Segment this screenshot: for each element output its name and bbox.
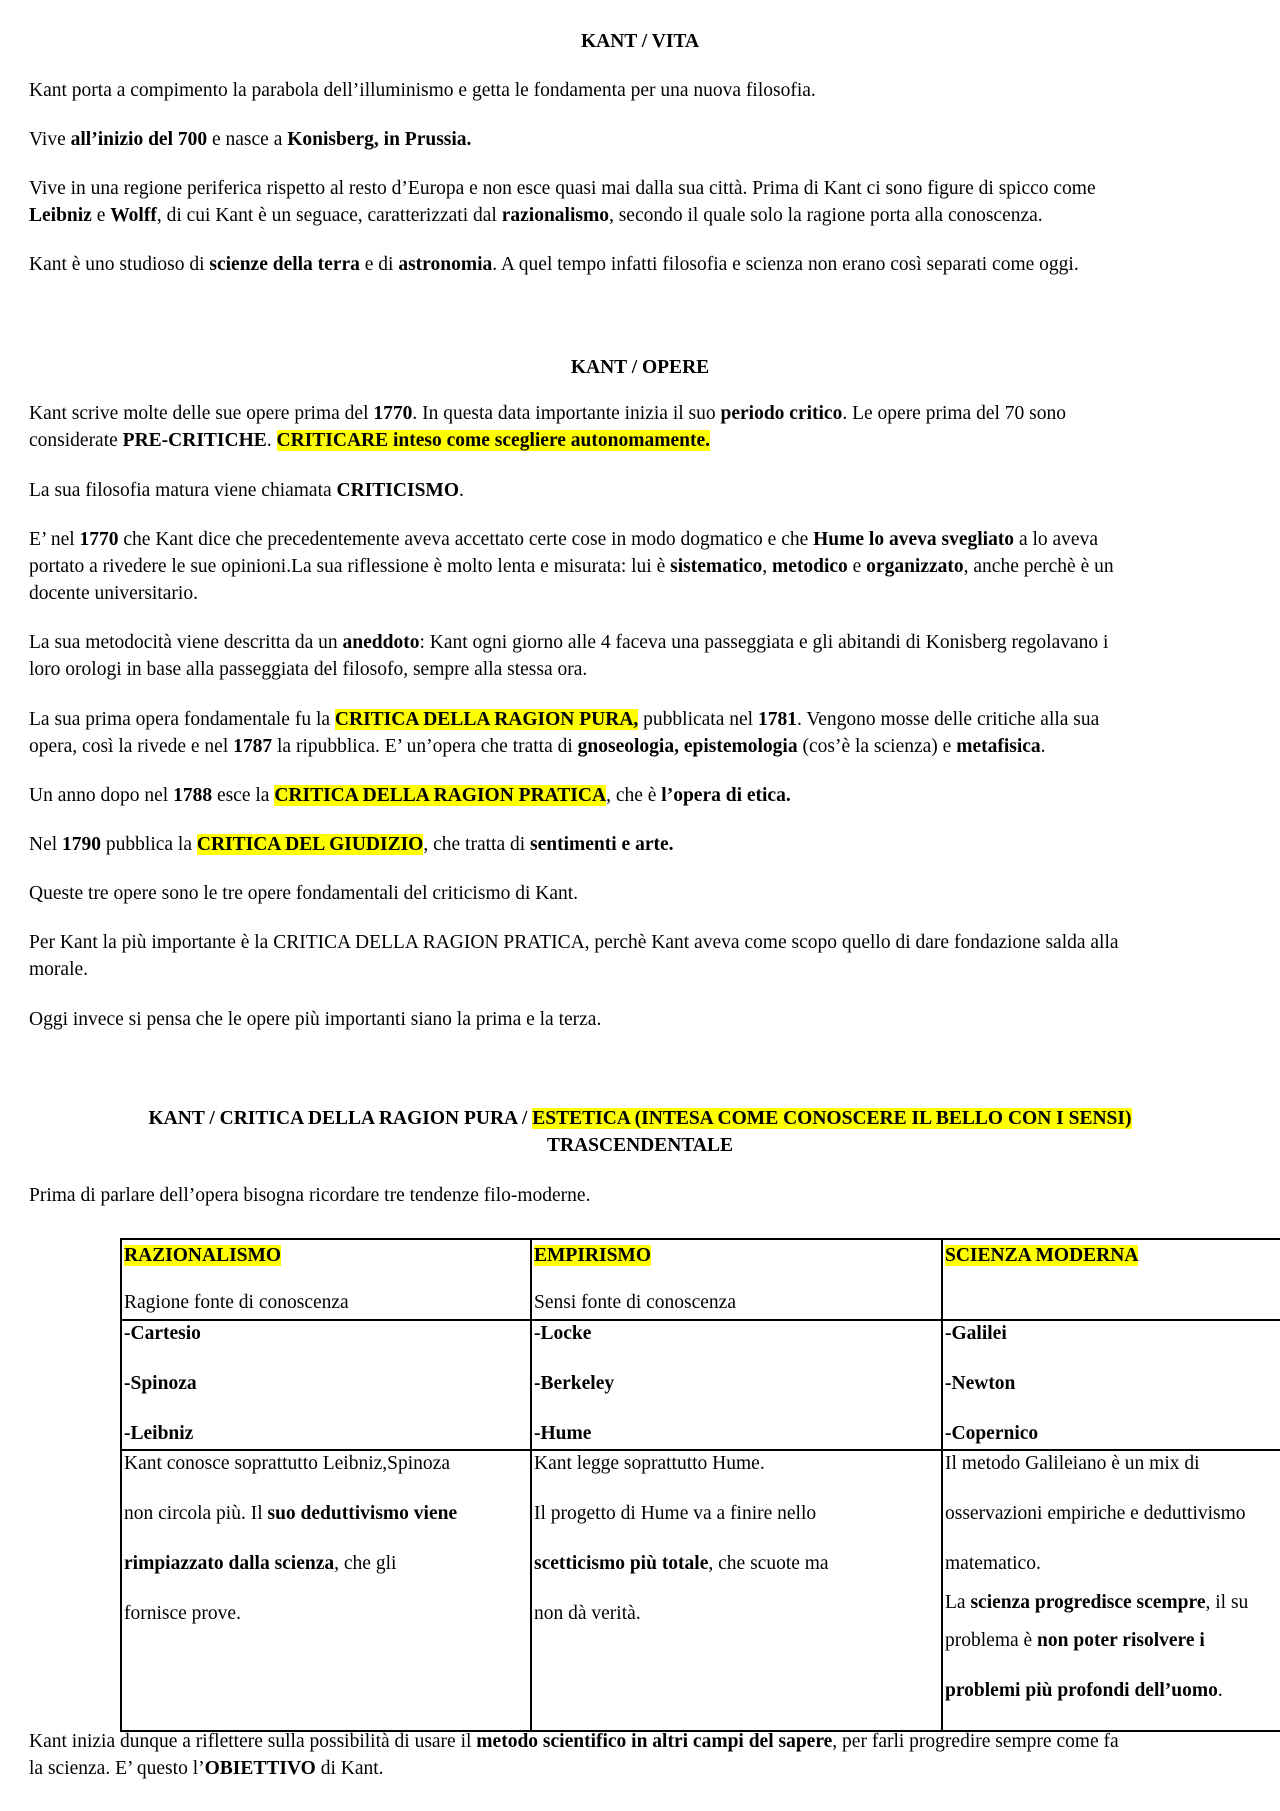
note-line: osservazioni empiriche e deduttivismo xyxy=(945,1503,1246,1524)
highlight-estetica: ESTETICA (INTESA COME CONOSCERE IL BELLO CON I SENSI) xyxy=(532,1108,1132,1129)
table-row-divider xyxy=(120,1319,1280,1321)
philosopher-name: -Leibniz xyxy=(124,1423,194,1444)
note-line: non dà verità. xyxy=(534,1603,641,1624)
note-line: Kant legge soprattutto Hume. xyxy=(534,1453,765,1474)
opere-paragraph-9-line-2: morale. xyxy=(29,959,89,980)
note-line: non circola più. Il suo deduttivismo viene xyxy=(124,1503,458,1524)
philosopher-name: -Locke xyxy=(534,1323,592,1344)
opere-paragraph-2: La sua filosofia matura viene chiamata CRITICISMO. xyxy=(29,480,464,501)
highlight-ragion-pura: CRITICA DELLA RAGION PURA, xyxy=(334,709,639,730)
table-cell-header-scienza xyxy=(945,1242,1138,1289)
vita-paragraph-2: Vive all’inizio del 700 e nasce a Konisberg, in Prussia. xyxy=(29,129,472,150)
column-header: SCIENZA MODERNA xyxy=(945,1245,1139,1266)
outro-line-2: la scienza. E’ questo l’OBIETTIVO di Kant. xyxy=(29,1758,384,1779)
opere-paragraph-4-line-2: loro orologi in base alla passeggiata del filosofo, sempre alla stessa ora. xyxy=(29,659,588,680)
opere-paragraph-3-line-3: docente universitario. xyxy=(29,583,198,604)
philosopher-name: -Berkeley xyxy=(534,1373,615,1394)
opere-paragraph-8: Queste tre opere sono le tre opere fondamentali del criticismo di Kant. xyxy=(29,883,579,904)
philosopher-name: -Spinoza xyxy=(124,1373,197,1394)
heading-vita: KANT / VITA xyxy=(580,31,700,52)
opere-paragraph-5-line-1: La sua prima opera fondamentale fu la CRITICA DELLA RAGION PURA, pubblicata nel 1781. Vengono mosse delle critiche alla sua xyxy=(29,709,1100,730)
note-line: scetticismo più totale, che scuote ma xyxy=(534,1553,829,1574)
opere-paragraph-3-line-1: E’ nel 1770 che Kant dice che precedentemente aveva accettato certe cose in modo dogmatico e che Hume lo aveva svegliato a lo aveva xyxy=(29,529,1098,550)
table-cell-names-scienza xyxy=(945,1309,1038,1459)
note-line: problemi più profondi dell’uomo. xyxy=(945,1680,1223,1701)
opere-paragraph-7: Nel 1790 pubblica la CRITICA DEL GIUDIZIO, che tratta di sentimenti e arte. xyxy=(29,834,674,855)
philosopher-name: -Hume xyxy=(534,1423,592,1444)
vita-paragraph-4: Kant è uno studioso di scienze della terra e di astronomia. A quel tempo infatti filosofia e scienza non erano così separati come oggi. xyxy=(29,254,1079,275)
heading-ragion-pura-line-1: KANT / CRITICA DELLA RAGION PURA / ESTETICA (INTESA COME CONOSCERE IL BELLO CON I SENSI) xyxy=(148,1108,1132,1129)
opere-paragraph-5-line-2: opera, così la rivede e nel 1787 la ripubblica. E’ un’opera che tratta di gnoseologia, epistemologia (cos’è la scienza) e metafisica. xyxy=(29,736,1046,757)
outro-line-1: Kant inizia dunque a riflettere sulla possibilità di usare il metodo scientifico in altri campi del sapere, per farli progredire sempre come fa xyxy=(29,1731,1119,1752)
column-subheader: Sensi fonte di conoscenza xyxy=(534,1292,736,1313)
opere-paragraph-1-line-1: Kant scrive molte delle sue opere prima del 1770. In questa data importante inizia il suo periodo critico. Le opere prima del 70 sono xyxy=(29,403,1066,424)
tendencies-table xyxy=(120,1238,1280,1732)
highlight-criticare: CRITICARE inteso come scegliere autonomamente. xyxy=(276,430,710,451)
ragion-pura-intro: Prima di parlare dell’opera bisogna ricordare tre tendenze filo-moderne. xyxy=(29,1185,591,1206)
opere-paragraph-10: Oggi invece si pensa che le opere più importanti siano la prima e la terza. xyxy=(29,1009,602,1030)
note-line: fornisce prove. xyxy=(124,1603,241,1624)
table-col-divider xyxy=(941,1238,943,1732)
scientist-name: -Newton xyxy=(945,1373,1016,1394)
philosopher-name: -Cartesio xyxy=(124,1323,201,1344)
highlight-ragion-pratica: CRITICA DELLA RAGION PRATICA xyxy=(274,785,607,806)
note-line: Kant conosce soprattutto Leibniz,Spinoza xyxy=(124,1453,450,1474)
table-cell-header-empirismo xyxy=(534,1242,736,1317)
note-line: matematico. xyxy=(945,1553,1041,1574)
scientist-name: -Copernico xyxy=(945,1423,1039,1444)
table-cell-notes-scienza xyxy=(945,1439,1280,1716)
vita-paragraph-3-line-2: Leibniz e Wolff, di cui Kant è un seguace, caratterizzati dal razionalismo, secondo il quale solo la ragione porta alla conoscenza. xyxy=(29,205,1043,226)
note-line: problema è non poter risolvere i xyxy=(945,1630,1205,1651)
table-border-left xyxy=(120,1238,122,1732)
table-col-divider xyxy=(530,1238,532,1732)
vita-paragraph-3-line-1: Vive in una regione periferica rispetto al resto d’Europa e non esce quasi mai dalla sua città. Prima di Kant ci sono figure di spicco come xyxy=(29,178,1096,199)
column-header: EMPIRISMO xyxy=(534,1245,651,1266)
opere-paragraph-1-line-2: considerate PRE-CRITICHE. CRITICARE inteso come scegliere autonomamente. xyxy=(29,430,710,451)
heading-opere: KANT / OPERE xyxy=(570,357,710,378)
scientist-name: -Galilei xyxy=(945,1323,1007,1344)
highlight-giudizio: CRITICA DEL GIUDIZIO xyxy=(196,834,424,855)
note-line: rimpiazzato dalla scienza, che gli xyxy=(124,1553,397,1574)
column-header: RAZIONALISMO xyxy=(124,1245,282,1266)
table-cell-header-razionalismo xyxy=(124,1242,349,1317)
note-line: Il progetto di Hume va a finire nello xyxy=(534,1503,817,1524)
opere-paragraph-3-line-2: portato a rivedere le sue opinioni.La sua riflessione è molto lenta e misurata: lui è sistematico, metodico e organizzato, anche perchè è un xyxy=(29,556,1114,577)
table-cell-notes-razionalismo xyxy=(124,1439,457,1639)
heading-ragion-pura-line-2: TRASCENDENTALE xyxy=(546,1135,733,1156)
note-line: Il metodo Galileiano è un mix di xyxy=(945,1453,1200,1474)
opere-paragraph-9-line-1: Per Kant la più importante è la CRITICA DELLA RAGION PRATICA, perchè Kant aveva come scopo quello di dare fondazione salda alla xyxy=(29,932,1119,953)
opere-paragraph-4-line-1: La sua metodocità viene descritta da un aneddoto: Kant ogni giorno alle 4 faceva una passeggiata e gli abitandi di Konisberg regolavano i xyxy=(29,632,1109,653)
table-cell-names-empirismo xyxy=(534,1309,614,1459)
table-cell-names-razionalismo xyxy=(124,1309,201,1459)
opere-paragraph-6: Un anno dopo nel 1788 esce la CRITICA DELLA RAGION PRATICA, che è l’opera di etica. xyxy=(29,785,791,806)
column-subheader: Ragione fonte di conoscenza xyxy=(124,1292,349,1313)
note-line: La scienza progredisce scempre, il su xyxy=(945,1592,1249,1613)
vita-paragraph-1: Kant porta a compimento la parabola dell’illuminismo e getta le fondamenta per una nuova filosofia. xyxy=(29,80,816,101)
table-cell-notes-empirismo xyxy=(534,1439,829,1639)
table-border-top xyxy=(120,1238,1280,1240)
